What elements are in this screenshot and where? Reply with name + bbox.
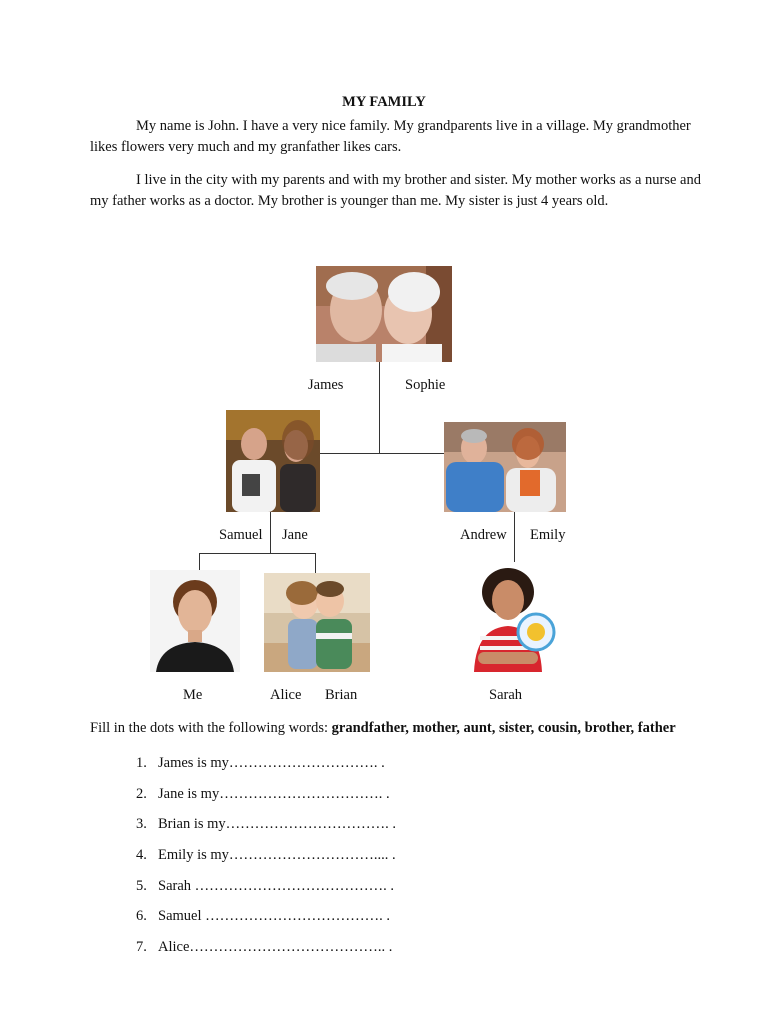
instructions-prefix: Fill in the dots with the following words: [90, 720, 332, 736]
exercise-text: Samuel ………………………………. . [158, 908, 390, 924]
label-me: Me [183, 687, 203, 703]
family-paragraph: I live in the city with my parents and with my brother and sister. My mother works as a nurse and my father works as a doctor. My brother is younger than me. My sister is just 4 years old. [90, 172, 701, 209]
exercise-number: 4. [136, 847, 147, 863]
label-samuel: Samuel [219, 527, 263, 543]
tree-line-grandparents-stem [379, 362, 380, 453]
exercise-text: James is my…………………………. . [158, 755, 385, 771]
grandparents-photo [316, 266, 452, 362]
label-emily: Emily [530, 527, 566, 543]
exercise-item [136, 816, 396, 833]
exercise-item [136, 786, 390, 803]
exercise-item [136, 939, 392, 956]
sarah-photo [470, 566, 556, 672]
word-bank: grandfather, mother, aunt, sister, cousin, brother, father [331, 720, 676, 736]
tree-line-parents-bar [320, 453, 444, 454]
exercise-number: 1. [136, 755, 147, 771]
exercise-text: Jane is my……………………………. . [158, 786, 390, 802]
label-sarah: Sarah [489, 687, 523, 703]
aunt-uncle-photo [444, 422, 566, 512]
instructions [90, 720, 676, 737]
john-photo [150, 570, 240, 672]
exercise-number: 5. [136, 878, 147, 894]
tree-line-aunt-stem [514, 512, 515, 562]
tree-line-parents-stem [270, 512, 271, 553]
exercise-item [136, 878, 394, 895]
tree-line-child-left [199, 553, 200, 570]
exercise-text: Brian is my……………………………. . [158, 816, 397, 832]
label-sophie: Sophie [405, 377, 446, 393]
label-alice: Alice [270, 687, 302, 703]
parents-photo [226, 410, 320, 512]
exercise-item [136, 908, 390, 925]
exercise-number: 2. [136, 786, 147, 802]
intro-paragraph: My name is John. I have a very nice family. My grandparents live in a village. My grandmother likes flowers very much and my granfather likes cars. [90, 118, 691, 155]
label-andrew: Andrew [460, 527, 507, 543]
exercise-number: 7. [136, 939, 147, 955]
exercise-number: 3. [136, 816, 147, 832]
label-brian: Brian [325, 687, 358, 703]
exercise-item [136, 847, 396, 864]
exercise-item [136, 755, 385, 772]
label-jane: Jane [282, 527, 308, 543]
page-title: MY FAMILY [342, 94, 426, 110]
exercise-text: Sarah …………………………………. . [158, 878, 395, 894]
label-james: James [308, 377, 344, 393]
exercise-number: 6. [136, 908, 147, 924]
alice-brian-photo [264, 573, 370, 672]
tree-line-children-bar [199, 553, 315, 554]
tree-line-child-right [315, 553, 316, 573]
exercise-text: Emily is my………………………….... . [158, 847, 396, 863]
exercise-text: Alice………………………………….. . [158, 939, 393, 955]
